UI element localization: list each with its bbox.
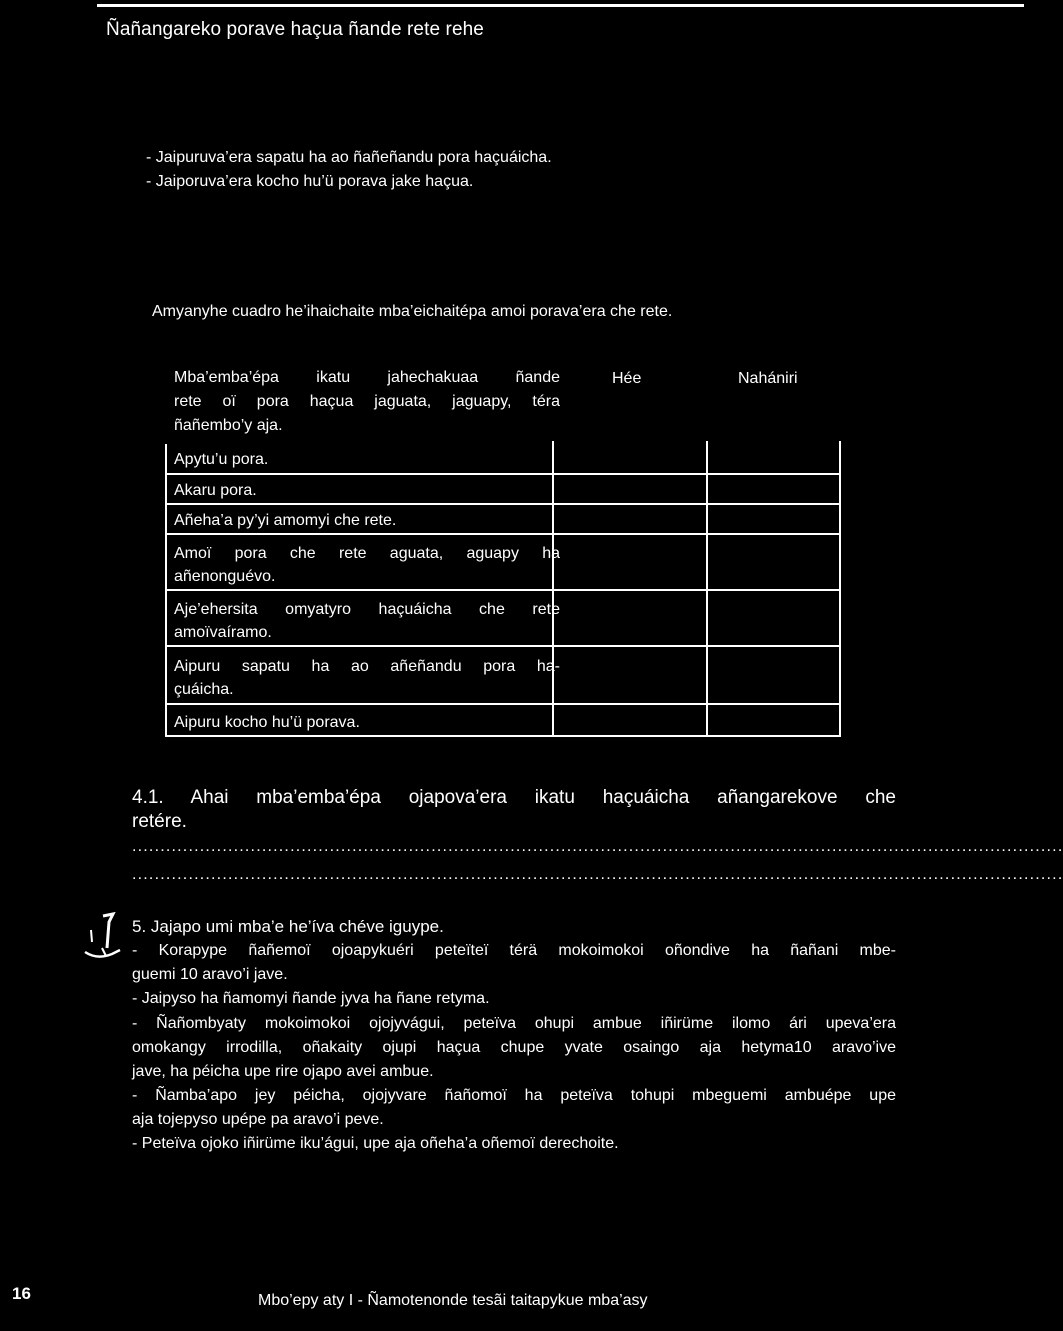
section-5-line-2: guemi 10 aravo’i jave.: [132, 966, 288, 983]
instruction: Amyanyhe cuadro he’ihaichaite mba’eichaitépa amoi porava’era che rete.: [152, 303, 673, 320]
page-number: 16: [12, 1284, 31, 1303]
table-col-no: Nahániri: [738, 370, 798, 387]
table-row-1: Apytu’u pora.: [174, 451, 269, 468]
grid-line: [165, 645, 841, 647]
table-row-3: Añeha’a py’yi amomyi che rete.: [174, 512, 397, 529]
table-col-yes: Hée: [612, 370, 642, 387]
top-rule: [97, 4, 1024, 7]
page-header: Ñañangareko porave haçua ñande rete rehe: [106, 19, 484, 40]
section-5-line-1: - Korapype ñañemoï ojoapykuéri peteïteï térä mokoimokoi oñondive ha ñañani mbe-: [132, 942, 896, 959]
exercise-figure-icon: [82, 912, 132, 967]
section-5-line-5: omokangy irrodilla, oñakaity ojupi haçua chupe yvate osaingo aja hetyma10 aravo’ive: [132, 1039, 896, 1056]
grid-line: [165, 735, 841, 737]
section-5-title: 5. Jajapo umi mba’e he’íva chéve iguype.: [132, 917, 444, 936]
section-4-line-1: 4.1. Ahai mba’emba’épa ojapova’era ikatu haçuáicha añangarekove che: [132, 787, 896, 808]
table-row-5-line-1: Aje’ehersita omyatyro haçuáicha che rete: [174, 601, 560, 618]
section-5-line-9: - Peteïva ojoko iñirüme iku’águi, upe aja oñeha’a oñemoï derechoite.: [132, 1135, 619, 1152]
table-question-line-3: ñañembo’y aja.: [174, 417, 283, 434]
table-row-4-line-1: Amoï pora che rete aguata, aguapy ha: [174, 545, 560, 562]
grid-line: [165, 473, 841, 475]
table-question-line-2: rete oï pora haçua jaguata, jaguapy, téra: [174, 393, 560, 410]
table-row-2: Akaru pora.: [174, 482, 257, 499]
table-row-6-line-1: Aipuru sapatu ha ao añeñandu pora ha-: [174, 658, 560, 675]
section-5-line-4: - Ñañombyaty mokoimokoi ojojyvágui, peteïva ohupi ambue iñirüme ilomo ári upeva’era: [132, 1015, 896, 1032]
grid-line: [165, 589, 841, 591]
grid-line: [165, 503, 841, 505]
grid-line: [165, 533, 841, 535]
table-row-4-line-2: añenonguévo.: [174, 568, 276, 585]
answer-line-2: .....................................................................................................................................................................: [132, 866, 1063, 883]
answer-line-1: .....................................................................................................................................................................: [132, 838, 1063, 855]
section-5-line-8: aja tojepyso upépe pa aravo’i peve.: [132, 1111, 384, 1128]
grid-line: [165, 703, 841, 705]
footer-title: Mbo’epy aty I - Ñamotenonde tesãi taitapykue mba’asy: [258, 1292, 648, 1309]
table-row-7: Aipuru kocho hu’ü porava.: [174, 714, 360, 731]
section-5-line-6: jave, ha péicha upe rire ojapo avei ambue.: [132, 1063, 434, 1080]
table-row-5-line-2: amoïvaíramo.: [174, 624, 272, 641]
intro-line-2: - Jaiporuva’era kocho hu’ü porava jake haçua.: [146, 173, 474, 190]
section-4-line-2: retére.: [132, 811, 187, 832]
intro-line-1: - Jaipuruva’era sapatu ha ao ñañeñandu pora haçuáicha.: [146, 149, 552, 166]
section-5-line-7: - Ñamba’apo jey péicha, ojojyvare ñañomoï ha peteïva tohupi mbeguemi ambuépe upe: [132, 1087, 896, 1104]
table-row-6-line-2: çuáicha.: [174, 681, 234, 698]
section-5-line-3: - Jaipyso ha ñamomyi ñande jyva ha ñane retyma.: [132, 990, 490, 1007]
table-question-line-1: Mba’emba’épa ikatu jahechakuaa ñande: [174, 369, 560, 386]
